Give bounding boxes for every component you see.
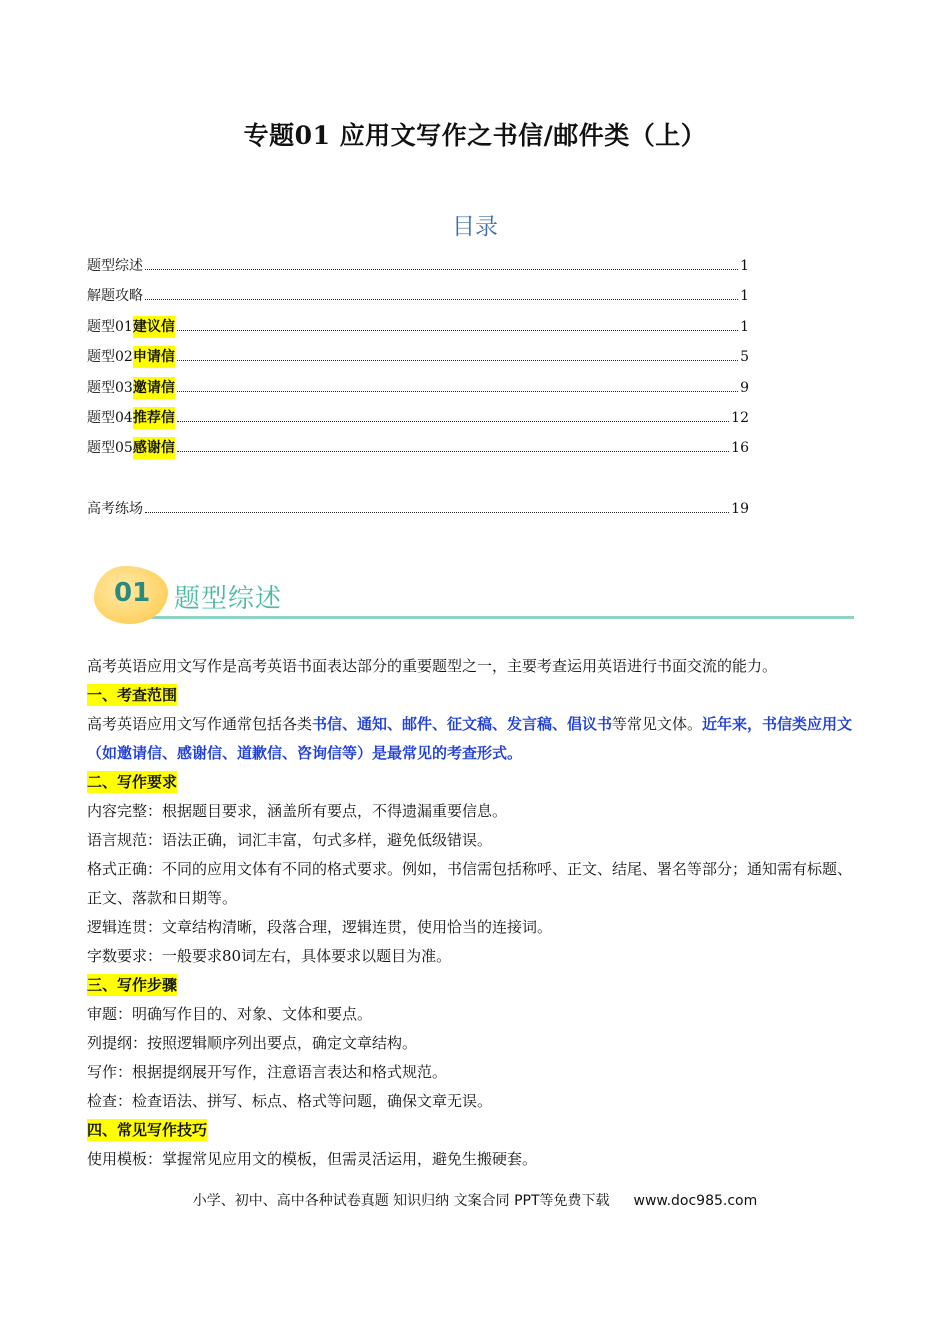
toc-item-highlight: 感谢信 bbox=[133, 437, 175, 459]
toc-dot-leader bbox=[145, 512, 729, 513]
scope-emphasis: 书信、通知、邮件、征文稿、发言稿、倡议书 bbox=[312, 715, 613, 733]
scope-paragraph bbox=[87, 710, 865, 768]
section-heading: 四、常见写作技巧 bbox=[87, 1121, 208, 1139]
scope-text: 高考英语应用文写作通常包括各类 bbox=[87, 715, 313, 733]
step-line: 审题：明确写作目的、对象、文体和要点。 bbox=[87, 1005, 373, 1023]
toc-dot-leader bbox=[145, 299, 738, 300]
section-heading: 三、写作步骤 bbox=[87, 976, 178, 994]
section-banner bbox=[94, 562, 854, 632]
scope-text: 等常见文体。 bbox=[612, 715, 703, 733]
requirement-line: 逻辑连贯：文章结构清晰，段落合理，逻辑连贯，使用恰当的连接词。 bbox=[87, 918, 553, 936]
toc-item-page: 9 bbox=[740, 380, 749, 396]
toc-dot-leader bbox=[145, 269, 738, 270]
toc-item-label: 高考练场 bbox=[87, 501, 143, 517]
toc-item-page: 16 bbox=[731, 440, 749, 456]
toc-item-highlight: 建议信 bbox=[133, 316, 175, 338]
toc-item-label: 题型02 bbox=[87, 349, 133, 365]
step-line: 写作：根据提纲展开写作，注意语言表达和格式规范。 bbox=[87, 1063, 448, 1081]
requirement-line: 字数要求：一般要求80词左右，具体要求以题目为准。 bbox=[87, 947, 452, 965]
toc-item[interactable] bbox=[87, 437, 749, 459]
toc-item-label: 解题攻略 bbox=[87, 288, 143, 304]
document-body bbox=[87, 652, 865, 1174]
toc-item-label: 题型01 bbox=[87, 319, 133, 335]
toc-dot-leader bbox=[177, 451, 729, 452]
toc-item-label: 题型05 bbox=[87, 440, 133, 456]
toc-item[interactable] bbox=[87, 346, 749, 368]
tip-line: 使用模板：掌握常见应用文的模板，但需灵活运用，避免生搬硬套。 bbox=[87, 1150, 538, 1168]
toc-item-page: 1 bbox=[740, 258, 749, 274]
requirement-line: 格式正确：不同的应用文体有不同的格式要求。例如，书信需包括称呼、正文、结尾、署名等部分；通知需有标题、正文、落款和日期等。 bbox=[87, 860, 853, 907]
page-footer bbox=[0, 1190, 950, 1210]
banner-underline bbox=[134, 616, 854, 619]
banner-title: 题型综述 bbox=[174, 584, 283, 614]
step-line: 列提纲：按照逻辑顺序列出要点，确定文章结构。 bbox=[87, 1034, 418, 1052]
toc-item-label: 题型综述 bbox=[87, 258, 143, 274]
requirement-line: 内容完整：根据题目要求，涵盖所有要点，不得遗漏重要信息。 bbox=[87, 802, 508, 820]
requirement-line: 语言规范：语法正确，词汇丰富，句式多样，避免低级错误。 bbox=[87, 831, 493, 849]
toc-item-page: 5 bbox=[740, 349, 749, 365]
toc-item[interactable] bbox=[87, 285, 749, 307]
toc-item-highlight: 申请信 bbox=[133, 346, 175, 368]
footer-url[interactable]: www.doc985.com bbox=[633, 1193, 758, 1209]
toc-item-page: 1 bbox=[740, 288, 749, 304]
toc-dot-leader bbox=[177, 360, 738, 361]
toc-item[interactable] bbox=[87, 255, 749, 277]
toc-item[interactable] bbox=[87, 316, 749, 338]
toc-dot-leader bbox=[177, 421, 729, 422]
toc-heading: 目录 bbox=[452, 214, 498, 240]
document-title: 专题01 应用文写作之书信/邮件类（上） bbox=[243, 121, 707, 150]
footer-text: 小学、初中、高中各种试卷真题 知识归纳 文案合同 PPT等免费下载 bbox=[192, 1193, 610, 1209]
scope-emphasis: 近年来，书信类应用文（如邀请信、感谢信、道歉信、咨询信等）是最常见的考查形式。 bbox=[87, 715, 853, 762]
step-line: 检查：检查语法、拼写、标点、格式等问题，确保文章无误。 bbox=[87, 1092, 493, 1110]
toc-dot-leader bbox=[177, 330, 738, 331]
banner-number: 01 bbox=[114, 578, 151, 608]
toc-item[interactable] bbox=[87, 377, 749, 399]
toc-item-highlight: 推荐信 bbox=[133, 407, 175, 429]
toc-dot-leader bbox=[177, 391, 738, 392]
section-heading: 二、写作要求 bbox=[87, 773, 178, 791]
toc-item-label: 题型04 bbox=[87, 410, 133, 426]
toc-item-page: 12 bbox=[731, 410, 749, 426]
toc-item-label: 题型03 bbox=[87, 380, 133, 396]
toc-item-page: 19 bbox=[731, 501, 749, 517]
toc-item[interactable] bbox=[87, 407, 749, 429]
toc-item-page: 1 bbox=[740, 319, 749, 335]
section-heading: 一、考查范围 bbox=[87, 686, 178, 704]
toc-item-highlight: 邀请信 bbox=[133, 377, 175, 399]
intro-paragraph: 高考英语应用文写作是高考英语书面表达部分的重要题型之一，主要考查运用英语进行书面交流的能力。 bbox=[87, 657, 778, 675]
toc-item[interactable] bbox=[87, 498, 749, 520]
